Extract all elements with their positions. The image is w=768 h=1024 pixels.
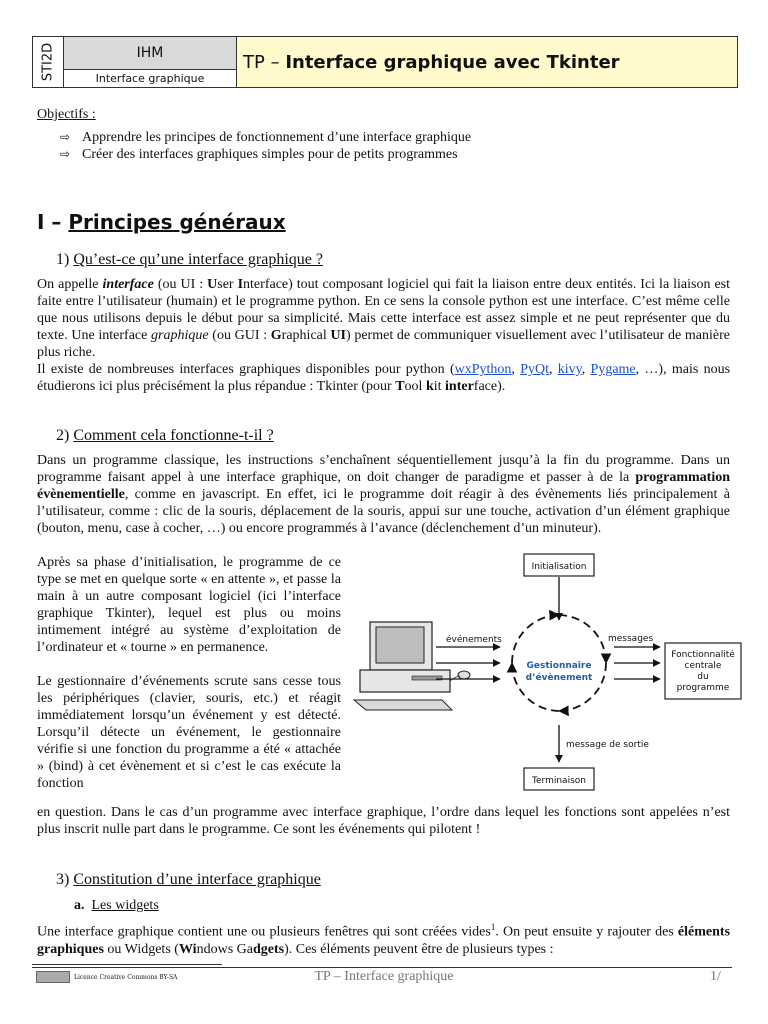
section-heading: [37, 210, 286, 234]
messages-label: messages: [608, 634, 654, 644]
page-number: 1/: [710, 969, 721, 984]
subsection-1-heading: [56, 250, 323, 269]
manager-label-2: d’évènement: [525, 673, 593, 683]
objective-text: Apprendre les principes de fonctionnement d’une interface graphique: [82, 130, 472, 145]
objectives-label: [37, 106, 96, 123]
events-label: événements: [446, 635, 502, 645]
link-pygame[interactable]: Pygame: [590, 362, 636, 377]
subsection-3-heading: [56, 870, 321, 889]
subsection-2-heading: [56, 426, 274, 445]
subsection-title: Comment cela fonctionne-t-il ?: [73, 427, 274, 444]
header-subject: IHM: [64, 37, 237, 70]
subsection-number: 1): [56, 251, 70, 268]
link-pyqt[interactable]: PyQt: [520, 362, 549, 377]
subsection-title: Constitution d’une interface graphique: [73, 871, 321, 888]
header-table: [32, 36, 738, 88]
subsection-3a-heading: [74, 897, 159, 914]
objective-text: Créer des interfaces graphiques simples pour de petits programmes: [82, 147, 458, 162]
title-prefix: TP –: [243, 51, 280, 73]
end-label: Terminaison: [532, 776, 586, 786]
objective-item: [60, 129, 471, 146]
license-text: Licence Creative Commons BY-SA: [74, 974, 178, 981]
header-subtitle: Interface graphique: [64, 70, 237, 87]
event-loop-svg: [352, 550, 744, 800]
subsection-number: 2): [56, 427, 70, 444]
paragraph: Après sa phase d’initialisation, le programme de ce type se met en quelque sorte « en attente », et passe la main à un autre composant logiciel (ici l’interface graphique Tkinter), lequel est plus ou moins intimement intégré au système d’exploitation de l’ordinateur et « tourne » en permanence.: [37, 555, 341, 655]
subsection-2-intro: [37, 452, 730, 537]
arrow-right-icon: ⇨: [60, 130, 71, 144]
subsection-number: 3): [56, 871, 70, 888]
subsection-2-column: [37, 554, 341, 792]
func-label-3: du: [697, 672, 709, 682]
init-label: Initialisation: [531, 562, 587, 572]
arrow-right-icon: ⇨: [60, 147, 71, 161]
paragraph: Il existe de nombreuses interfaces graphiques disponibles pour python (wxPython, PyQt, kivy, Pygame, …), mais nous étudierons ici plus précisément la plus répandue : Tkinter (pour Tool kit interface).: [37, 362, 731, 394]
link-wxpython[interactable]: wxPython: [454, 362, 512, 377]
exit-message-label: message de sortie: [566, 740, 649, 750]
footer-rule: [32, 967, 732, 968]
manager-label-1: Gestionnaire: [526, 661, 592, 671]
header-vertical-cell: [33, 37, 64, 87]
func-label-2: centrale: [684, 661, 722, 671]
subsection-letter: a.: [74, 898, 85, 913]
func-label-4: programme: [676, 683, 730, 693]
footnote-separator: [32, 964, 222, 965]
title-main: Interface graphique avec Tkinter: [285, 51, 620, 73]
paragraph: Dans un programme classique, les instructions s’enchaînent séquentiellement jusqu’à la fin du programme. Dans un programme faisant appel à une interface graphique, on doit changer de paradigme et passer à de la programmation évènementielle, comme en javascript. En effet, ici le programme doit réagir à des évènements liés principalement à l’utilisateur, comme : clic de la souris, déplacement de la souris, appui sur une touche, activation d’un élément graphique (bouton, menu, case à cocher, …) ou encore programmés à l’avance (déclenchement d’un minuteur).: [37, 453, 730, 536]
paragraph: On appelle interface (ou UI : User Interface) tout composant logiciel qui fait la liaison entre deux entités. Ici la liaison est faite entre l’utilisateur (humain) et le programme python. En ce sens la console python est une interface. C’est même celle que nous utilisons depuis le début pour sa simplicité. Mais cette interface est assez simple et ne peut représenter que du texte. Une interface graphique (ou GUI : Graphical UI) permet de communiquer visuellement avec l’utilisateur de manière plus riche.: [37, 277, 731, 360]
subsection-title: Qu’est-ce qu’une interface graphique ?: [73, 251, 323, 268]
section-title: Principes généraux: [68, 210, 286, 234]
section-number: I –: [37, 210, 62, 234]
subsection-2-end: [37, 804, 730, 838]
paragraph: en question. Dans le cas d’un programme avec interface graphique, l’ordre dans lequel les fonctions sont appelées n’est plus inscrit nulle part dans le programme. Ce sont les événements qui pilotent !: [37, 805, 730, 837]
link-kivy[interactable]: kivy: [557, 362, 582, 377]
objectives-heading: Objectifs :: [37, 107, 96, 122]
footnote-ref[interactable]: 1: [490, 922, 496, 932]
event-loop-diagram: [352, 550, 744, 800]
objectives-list: [60, 129, 471, 163]
paragraph: Le gestionnaire d’événements scrute sans cesse tous les périphériques (clavier, souris, etc.) et réagit immédiatement lorsqu’un événement y est détecté. Lorsqu’il détecte un événement, le gestionnaire vérifie si une fonction du programme a été « attachée » (bind) à cet évènement et si c’est le cas exécute la fonction: [37, 674, 341, 791]
objective-item: [60, 146, 471, 163]
document-title: [237, 37, 737, 87]
subsection-3a-title: Les widgets: [91, 898, 159, 913]
header-vertical-label: STI2D: [40, 42, 56, 82]
func-label-1: Fonctionnalité: [671, 650, 735, 660]
footer-title: TP – Interface graphique: [314, 969, 454, 984]
paragraph: Une interface graphique contient une ou plusieurs fenêtres qui sont créées vides$^1$. On peut ensuite y rajouter des éléments graphiques ou Widgets (Windows Gadgets). Ces éléments peuvent être de plusieurs types :: [37, 922, 731, 957]
subsection-3-body: [37, 919, 730, 958]
subsection-1-body: [37, 276, 730, 395]
